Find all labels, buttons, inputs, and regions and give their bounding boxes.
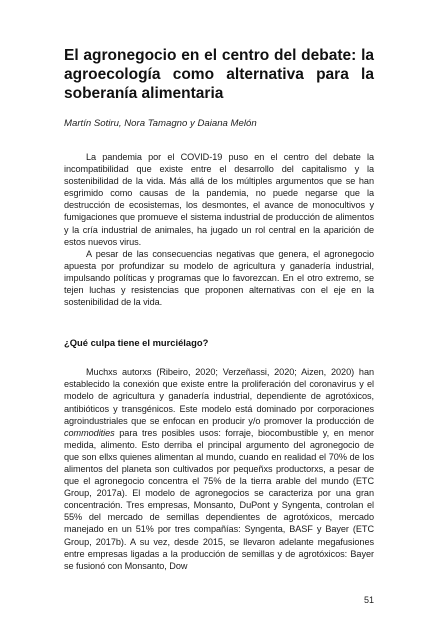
chapter-authors: Martín Sotiru, Nora Tamagno y Daiana Melón: [64, 118, 257, 129]
intro-paragraph-2: A pesar de las consecuencias negativas que genera, el agronegocio apuesta por profundizar su modelo de agricultura y ganadería industrial, impulsando políticas y programas que lo favorezcan. En el otro extremo, se tejen luchas y resistencias que proponen alternativas con el eje en la sostenibilidad de la vida.: [64, 248, 374, 308]
intro-paragraph-1: La pandemia por el COVID-19 puso en el centro del debate la incompatibilidad que existe entre el desarrollo del capitalismo y la sostenibilidad de la vida. Más allá de los múltiples argumentos que se han esgrimido como causas de la pandemia, no puede negarse que la destrucción de ecosistemas, los desmontes, el avance de monocultivos y fumigaciones que promueve el sistema industrial de producción de alimentos y la cría industrial de animales, ha jugado un rol central en la aparición de estos nuevos virus.: [64, 152, 374, 247]
section-paragraph-italic-term: commodities: [64, 427, 115, 438]
intro-section: [64, 151, 374, 308]
section-paragraph-text-end: para tres posibles usos: forraje, biocombustible y, en menor medida, alimento. Esto derriba el principal argumento del agronegocio de que son ellxs quienes alimentan al mundo, cuando en realidad el 70% de los alimentos del planeta son cultivados por pequeñxs productorxs, a pesar de que el agronegocio concentra el 75% de la tierra arable del mundo (ETC Group, 2017a). El modelo de agronegocios se caracteriza por una gran concentración. Tres empresas, Monsanto, DuPont y Syngenta, controlan el 55% del mercado de semillas dependientes de agrotóxicos, mercado manejado en un 51% por tres compañías: Syngenta, BASF y Bayer (ETC Group, 2017b). A su vez, desde 2015, se llevaron adelante megafusiones entre empresas ligadas a la producción de semillas y de agrotóxicos: Bayer se fusionó con Monsanto, Dow: [64, 427, 374, 571]
chapter-title: El agronegocio en el centro del debate: la agroecología como alternativa para la soberanía alimentaria: [64, 47, 374, 102]
section-heading: ¿Qué culpa tiene el murciélago?: [64, 337, 209, 349]
page-number: 51: [363, 595, 374, 605]
document-page: [64, 46, 374, 572]
section-paragraph: [64, 366, 374, 572]
section-paragraph-text-start: Muchxs autorxs (Ribeiro, 2020; Verzeñassi, 2020; Aizen, 2020) han establecido la conexión que existe entre la proliferación del coronavirus y el modelo de agricultura y ganadería industrial, dependiente de agrotóxicos, antibióticos y transgénicos. Este modelo está dominado por corporaciones agroindustriales que se enfocan en producir y/o promover la producción de: [64, 367, 374, 426]
